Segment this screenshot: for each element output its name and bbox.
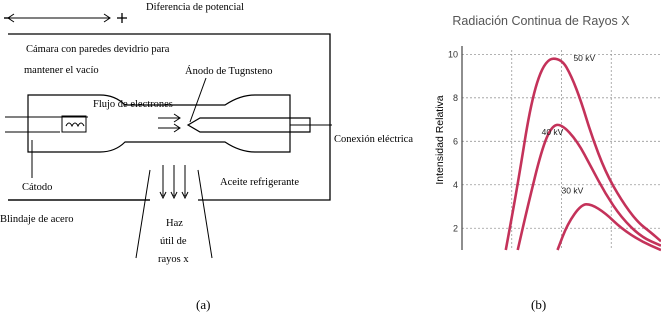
xray-spectrum-chart [434, 14, 661, 250]
beam-edge-right [198, 170, 212, 258]
y-tick-label: 10 [447, 49, 458, 60]
anode-label: Ánodo de Tugnsteno [185, 66, 273, 77]
y-tick-labels [448, 49, 458, 233]
coolant-label: Aceite refrigerante [220, 177, 299, 188]
y-tick-label: 2 [452, 223, 458, 234]
electron-arrow-1 [158, 114, 180, 122]
beam-label-2: útil de [160, 236, 187, 247]
y-tick-label: 4 [452, 179, 458, 190]
panel-a-caption: (a) [196, 297, 211, 312]
beam-edge-left [136, 170, 150, 258]
y-tick-label: 8 [452, 92, 458, 103]
y-axis-label: Intensidad Relativa [434, 95, 446, 185]
electron-flow-label: Flujo de electrones [93, 99, 173, 110]
shield-label: Blindaje de acero [0, 214, 74, 225]
chart-series [506, 59, 661, 250]
series-label: 40 kV [541, 126, 564, 137]
potential-label: Diferencia de potencial [146, 2, 244, 13]
series-label: 50 kV [573, 52, 596, 63]
chamber-label-2: mantener el vacío [24, 65, 99, 76]
filament-coil [66, 123, 84, 126]
electron-arrow-2 [158, 124, 180, 132]
chamber-label-1: Cámara con paredes devidrio para [26, 44, 170, 55]
chart-grid [462, 50, 661, 250]
beam-label-3: rayos x [158, 254, 189, 265]
cathode-label: Cátodo [22, 182, 53, 193]
anode-leader [190, 78, 206, 122]
y-tick-label: 6 [452, 136, 458, 147]
connection-label: Conexión eléctrica [334, 134, 414, 145]
beam-label-1: Haz [166, 218, 183, 229]
series-label: 30 kV [561, 185, 584, 196]
chart-title: Radiación Continua de Rayos X [452, 14, 630, 28]
series-line [518, 125, 661, 250]
panel-b-caption: (b) [531, 297, 547, 312]
